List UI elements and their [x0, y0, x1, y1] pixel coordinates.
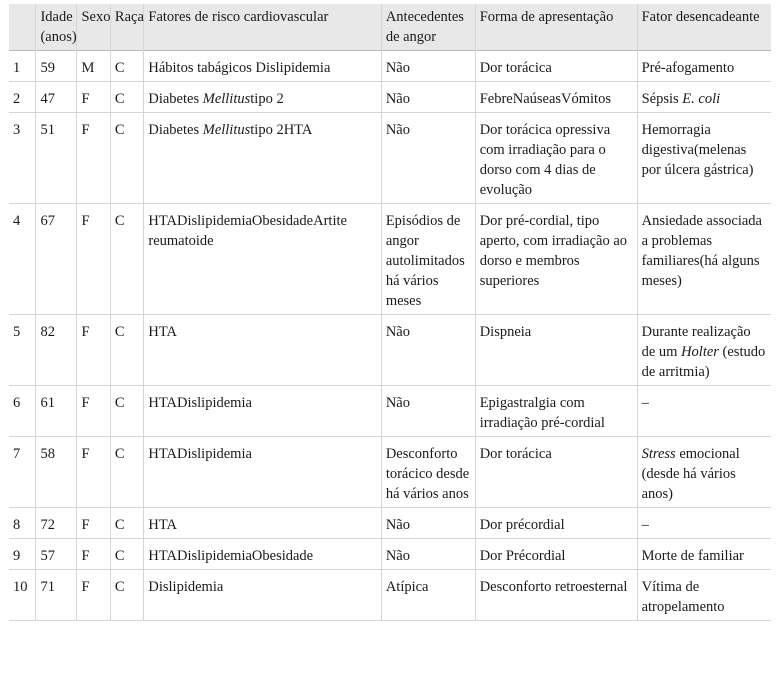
cell-case-number: 3 [9, 113, 36, 204]
cell-text-fragment: Diabetes [148, 122, 203, 138]
cell-text-fragment: Hábitos tabágicos Dislipidemia [148, 60, 331, 76]
cell-presentation: Dor torácica [475, 51, 637, 82]
cell-case-number: 8 [9, 508, 36, 539]
cell-trigger [637, 437, 771, 508]
cell-presentation: Dor Précordial [475, 539, 637, 570]
cell-age: 57 [36, 539, 77, 570]
cell-trigger [637, 204, 771, 315]
cell-sex: M [77, 51, 110, 82]
cell-sex: F [77, 508, 110, 539]
header-age: Idade (anos) [36, 4, 77, 51]
cell-trigger [637, 315, 771, 386]
cell-age: 58 [36, 437, 77, 508]
header-angina-history: Antecedentes de angor [381, 4, 475, 51]
header-race: Raça [110, 4, 143, 51]
cell-text-fragment: Sépsis [641, 91, 683, 107]
header-risk-factors: Fatores de risco cardiovascular [144, 4, 381, 51]
cell-age: 47 [36, 82, 77, 113]
cell-presentation: Dispneia [475, 315, 637, 386]
cell-case-number: 4 [9, 204, 36, 315]
table-row [9, 113, 771, 204]
cell-race: C [110, 51, 143, 82]
cell-race: C [110, 315, 143, 386]
cell-text-fragment: Stress [641, 446, 676, 462]
cell-text-fragment: E. coli [682, 91, 721, 107]
cell-case-number: 1 [9, 51, 36, 82]
cell-age: 67 [36, 204, 77, 315]
cell-text-fragment: Holter [681, 344, 719, 360]
cell-case-number: 5 [9, 315, 36, 386]
cell-angina-history: Não [381, 315, 475, 386]
cell-trigger [637, 82, 771, 113]
cell-risk-factors [144, 204, 381, 315]
cell-risk-factors [144, 437, 381, 508]
cell-sex: F [77, 570, 110, 621]
cell-text-fragment: Durante realização de um [641, 324, 751, 360]
cell-text-fragment: HTA [148, 324, 178, 340]
cell-race: C [110, 508, 143, 539]
cell-angina-history: Não [381, 539, 475, 570]
header-number [9, 4, 36, 51]
cell-text-fragment: HTADislipidemia [148, 395, 252, 411]
cell-presentation: Epigastralgia com irradiação pré-cordial [475, 386, 637, 437]
cell-sex: F [77, 386, 110, 437]
cell-risk-factors [144, 82, 381, 113]
cell-presentation: Dor précordial [475, 508, 637, 539]
cell-text-fragment: Mellitus [202, 122, 251, 138]
cell-text-fragment: HTA [148, 517, 178, 533]
cell-presentation: Dor torácica opressiva com irradiação para o dorso com 4 dias de evolução [475, 113, 637, 204]
cell-text-fragment: tipo 2HTA [250, 122, 313, 138]
cell-case-number: 6 [9, 386, 36, 437]
cell-text-fragment: tipo 2 [250, 91, 284, 107]
cell-angina-history: Não [381, 82, 475, 113]
cell-text-fragment: Vítima de atropelamento [641, 579, 725, 615]
cell-angina-history: Atípica [381, 570, 475, 621]
cell-case-number: 9 [9, 539, 36, 570]
cell-trigger [637, 508, 771, 539]
cell-risk-factors [144, 539, 381, 570]
cell-risk-factors [144, 51, 381, 82]
cell-risk-factors [144, 315, 381, 386]
table-row [9, 204, 771, 315]
cell-presentation: FebreNaúseasVómitos [475, 82, 637, 113]
cell-text-fragment: HTADislipidemiaObesidadeArtite reumatoide [148, 213, 347, 249]
cell-race: C [110, 204, 143, 315]
cell-text-fragment: Morte de familiar [641, 548, 744, 564]
cell-risk-factors [144, 570, 381, 621]
header-sex: Sexo [77, 4, 110, 51]
cell-race: C [110, 82, 143, 113]
cell-age: 72 [36, 508, 77, 539]
cell-sex: F [77, 204, 110, 315]
cell-text-fragment: – [641, 395, 649, 411]
cell-race: C [110, 386, 143, 437]
cell-text-fragment: HTADislipidemiaObesidade [148, 548, 314, 564]
cell-text-fragment: emocional (desde há vários anos) [641, 446, 740, 502]
table-row [9, 437, 771, 508]
cell-case-number: 2 [9, 82, 36, 113]
cell-text-fragment: Ansiedade associada a problemas familiares(há alguns meses) [641, 213, 762, 289]
cell-sex: F [77, 82, 110, 113]
cell-presentation: Desconforto retroesternal [475, 570, 637, 621]
cell-angina-history: Desconforto torácico desde há vários anos [381, 437, 475, 508]
cell-risk-factors [144, 113, 381, 204]
cell-case-number: 7 [9, 437, 36, 508]
table-row [9, 386, 771, 437]
header-presentation: Forma de apresentação [475, 4, 637, 51]
cell-case-number: 10 [9, 570, 36, 621]
cell-text-fragment: – [641, 517, 649, 533]
cell-age: 82 [36, 315, 77, 386]
cell-sex: F [77, 539, 110, 570]
table-header-row [9, 4, 771, 51]
cell-presentation: Dor pré-cordial, tipo aperto, com irradiação ao dorso e membros superiores [475, 204, 637, 315]
cell-text-fragment: Mellitus [202, 91, 251, 107]
cell-risk-factors [144, 508, 381, 539]
cell-trigger [637, 570, 771, 621]
cell-risk-factors [144, 386, 381, 437]
cell-race: C [110, 113, 143, 204]
cell-presentation: Dor torácica [475, 437, 637, 508]
cell-angina-history: Não [381, 508, 475, 539]
cell-text-fragment: Pré-afogamento [641, 60, 735, 76]
cell-angina-history: Não [381, 113, 475, 204]
cell-trigger [637, 113, 771, 204]
table-row [9, 315, 771, 386]
header-trigger: Fator desencadeante [637, 4, 771, 51]
cell-sex: F [77, 437, 110, 508]
cell-age: 59 [36, 51, 77, 82]
cell-race: C [110, 437, 143, 508]
cell-race: C [110, 570, 143, 621]
cell-trigger [637, 51, 771, 82]
table-row [9, 570, 771, 621]
cell-race: C [110, 539, 143, 570]
table-row [9, 508, 771, 539]
cell-text-fragment: (estudo de arritmia) [641, 344, 766, 380]
cell-sex: F [77, 113, 110, 204]
table-row [9, 539, 771, 570]
cell-trigger [637, 539, 771, 570]
cell-angina-history: Episódios de angor autolimitados há vários meses [381, 204, 475, 315]
cell-text-fragment: HTADislipidemia [148, 446, 252, 462]
cell-angina-history: Não [381, 51, 475, 82]
cell-sex: F [77, 315, 110, 386]
cell-text-fragment: Hemorragia digestiva(melenas por úlcera gástrica) [641, 122, 754, 178]
cell-age: 51 [36, 113, 77, 204]
table-row [9, 51, 771, 82]
cell-text-fragment: Diabetes [148, 91, 203, 107]
cell-age: 71 [36, 570, 77, 621]
table-row [9, 82, 771, 113]
cell-angina-history: Não [381, 386, 475, 437]
cell-text-fragment: Dislipidemia [148, 579, 224, 595]
cell-age: 61 [36, 386, 77, 437]
cell-trigger [637, 386, 771, 437]
clinical-cases-table [9, 4, 771, 621]
